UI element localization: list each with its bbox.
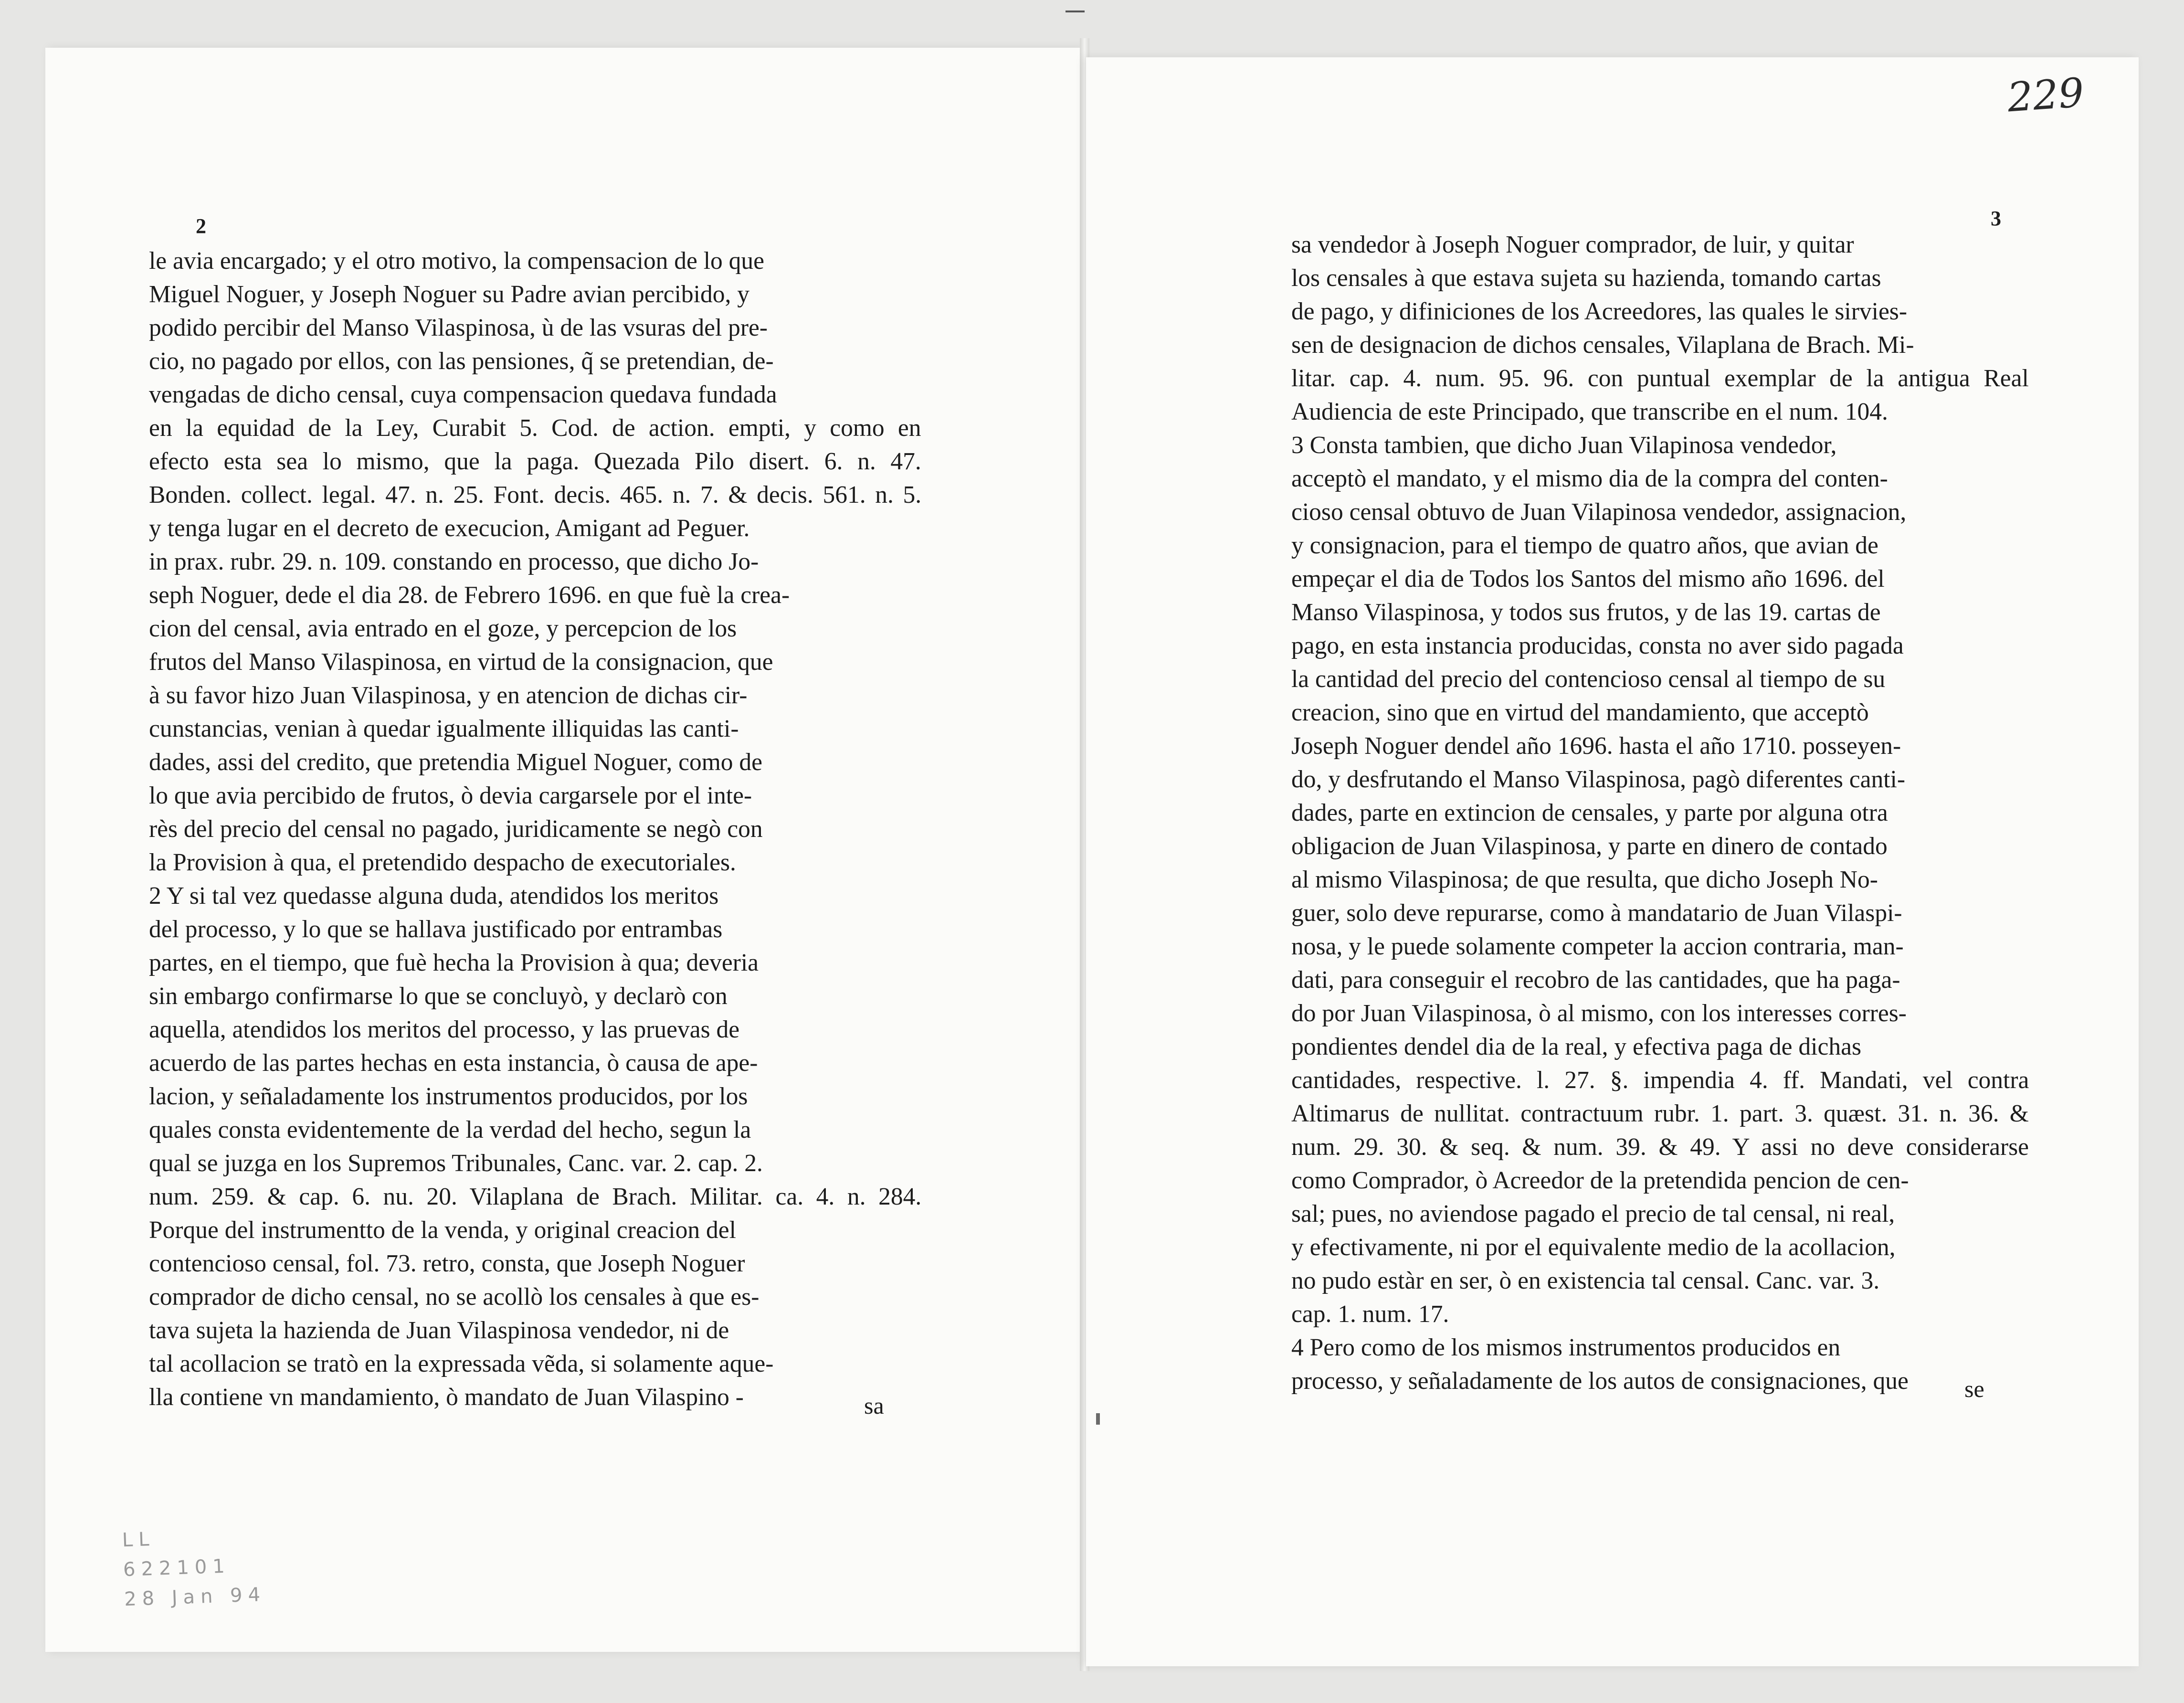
text-line: litar. cap. 4. num. 95. 96. con puntual exemplar de la antigua Real xyxy=(1291,365,2029,392)
text-line: cap. 1. num. 17. xyxy=(1291,1301,1449,1328)
text-line: cion del censal, avia entrado en el goze, y percepcion de los xyxy=(149,615,737,642)
text-line: in prax. rubr. 29. n. 109. constando en processo, que dicho Jo- xyxy=(149,548,759,575)
handwritten-folio-number: 229 xyxy=(2005,69,2086,121)
left-page-number: 2 xyxy=(196,214,206,238)
text-line: podido percibir del Manso Vilaspinosa, ù de las vsuras del pre- xyxy=(149,314,768,341)
text-line: pago, en esta instancia producidas, consta no aver sido pagada xyxy=(1291,632,1904,659)
text-line: como Comprador, ò Acreedor de la pretendida pencion de cen- xyxy=(1291,1167,1909,1194)
text-line: 4 Pero como de los mismos instrumentos producidos en xyxy=(1291,1334,1841,1361)
text-line: comprador de dicho censal, no se acollò los censales à que es- xyxy=(149,1283,760,1311)
library-accession-mark xyxy=(122,1521,266,1614)
text-line: contencioso censal, fol. 73. retro, consta, que Joseph Noguer xyxy=(149,1250,745,1277)
text-line: dades, assi del credito, que pretendia Miguel Noguer, como de xyxy=(149,749,763,776)
text-line: sen de designacion de dichos censales, Vilaplana de Brach. Mi- xyxy=(1291,331,1914,359)
text-line: rès del precio del censal no pagado, juridicamente se negò con xyxy=(149,815,763,843)
text-line: cunstancias, venian à quedar igualmente illiquidas las canti- xyxy=(149,715,739,742)
text-line: qual se juzga en los Supremos Tribunales, Canc. var. 2. cap. 2. xyxy=(149,1150,763,1177)
text-line: processo, y señaladamente de los autos de consignaciones, que xyxy=(1291,1367,1909,1395)
left-catchword: sa xyxy=(864,1392,884,1419)
text-line: num. 29. 30. & seq. & num. 39. & 49. Y assi no deve considerarse xyxy=(1291,1133,2029,1161)
text-line: Audiencia de este Principado, que transcribe en el num. 104. xyxy=(1291,398,1888,425)
text-line: Altimarus de nullitat. contractuum rubr. 1. part. 3. quæst. 31. n. 36. & xyxy=(1291,1100,2029,1127)
text-line: guer, solo deve repurarse, como à mandatario de Juan Vilaspi- xyxy=(1291,899,1902,927)
top-mark xyxy=(1066,11,1085,12)
text-line: la Provision à qua, el pretendido despacho de executoriales. xyxy=(149,849,736,876)
text-line: à su favor hizo Juan Vilaspinosa, y en atencion de dichas cir- xyxy=(149,682,748,709)
library-mark-line: LL xyxy=(122,1528,156,1552)
text-line: cioso censal obtuvo de Juan Vilapinosa vendedor, assignacion, xyxy=(1291,498,1907,526)
text-line: de pago, y difiniciones de los Acreedores, las quales le sirvies- xyxy=(1291,298,1907,325)
text-line: lo que avia percibido de frutos, ò devia cargarsele por el inte- xyxy=(149,782,752,809)
text-line: la cantidad del precio del contencioso censal al tiempo de su xyxy=(1291,666,1886,693)
text-line: nosa, y le puede solamente competer la accion contraria, man- xyxy=(1291,933,1904,960)
text-line: le avia encargado; y el otro motivo, la compensacion de lo que xyxy=(149,247,764,275)
text-line: Bonden. collect. legal. 47. n. 25. Font. decis. 465. n. 7. & decis. 561. n. 5. xyxy=(149,481,921,508)
text-line: acuerdo de las partes hechas en esta instancia, ò causa de ape- xyxy=(149,1049,758,1077)
text-line: aquella, atendidos los meritos del processo, y las pruevas de xyxy=(149,1016,740,1043)
text-line: sal; pues, no aviendose pagado el precio de tal censal, ni real, xyxy=(1291,1200,1895,1227)
text-line: sa vendedor à Joseph Noguer comprador, de luir, y quitar xyxy=(1291,231,1854,258)
text-line: y efectivamente, ni por el equivalente medio de la acollacion, xyxy=(1291,1234,1896,1261)
text-line: frutos del Manso Vilaspinosa, en virtud de la consignacion, que xyxy=(149,648,773,676)
text-line: do, y desfrutando el Manso Vilaspinosa, pagò diferentes canti- xyxy=(1291,766,1905,793)
text-line: quales consta evidentemente de la verdad del hecho, segun la xyxy=(149,1116,751,1143)
text-line: creacion, sino que en virtud del mandamiento, que acceptò xyxy=(1291,699,1869,726)
text-line: vengadas de dicho censal, cuya compensacion quedava fundada xyxy=(149,381,777,408)
text-line: pondientes dendel dia de la real, y efectiva paga de dichas xyxy=(1291,1033,1861,1060)
text-line: al mismo Vilaspinosa; de que resulta, que dicho Joseph No- xyxy=(1291,866,1878,893)
text-line: num. 259. & cap. 6. nu. 20. Vilaplana de Brach. Militar. ca. 4. n. 284. xyxy=(149,1183,921,1210)
text-line: efecto esta sea lo mismo, que la paga. Quezada Pilo disert. 6. n. 47. xyxy=(149,448,921,475)
library-mark-line: 622101 xyxy=(123,1555,231,1581)
text-line: 2 Y si tal vez quedasse alguna duda, atendidos los meritos xyxy=(149,882,719,910)
right-catchword: se xyxy=(1964,1375,1984,1402)
text-line: Manso Vilaspinosa, y todos sus frutos, y de las 19. cartas de xyxy=(1291,599,1881,626)
text-line: 3 Consta tambien, que dicho Juan Vilapinosa vendedor, xyxy=(1291,432,1837,459)
text-line: sin embargo confirmarse lo que se concluyò, y declarò con xyxy=(149,983,728,1010)
text-line: seph Noguer, dede el dia 28. de Febrero 1696. en que fuè la crea- xyxy=(149,582,790,609)
text-line: dades, parte en extincion de censales, y parte por alguna otra xyxy=(1291,799,1888,826)
text-line: y consignacion, para el tiempo de quatro años, que avian de xyxy=(1291,532,1878,559)
text-line: tal acollacion se tratò en la expressada vẽda, si solamente aque- xyxy=(149,1350,774,1377)
text-line: acceptò el mandato, y el mismo dia de la compra del conten- xyxy=(1291,465,1888,492)
text-line: lla contiene vn mandamiento, ò mandato de Juan Vilaspino - xyxy=(149,1384,744,1411)
text-line: cantidades, respective. l. 27. §. impendia 4. ff. Mandati, vel contra xyxy=(1291,1067,2029,1094)
text-line: lacion, y señaladamente los instrumentos producidos, por los xyxy=(149,1083,748,1110)
text-line: del processo, y lo que se hallava justificado por entrambas xyxy=(149,916,723,943)
text-line: empeçar el dia de Todos los Santos del mismo año 1696. del xyxy=(1291,565,1885,592)
text-line: dati, para conseguir el recobro de las cantidades, que ha paga- xyxy=(1291,966,1900,994)
text-line: Porque del instrumentto de la venda, y original creacion del xyxy=(149,1216,736,1244)
ink-mark xyxy=(1096,1413,1100,1425)
text-line: obligacion de Juan Vilaspinosa, y parte en dinero de contado xyxy=(1291,833,1888,860)
text-line: tava sujeta la hazienda de Juan Vilaspinosa vendedor, ni de xyxy=(149,1317,729,1344)
right-page-number: 3 xyxy=(1991,207,2001,230)
text-line: partes, en el tiempo, que fuè hecha la Provision à qua; deveria xyxy=(149,949,759,976)
library-mark-line: 28 Jan 94 xyxy=(124,1583,266,1611)
text-line: cio, no pagado por ellos, con las pensiones, q̃ se pretendian, de- xyxy=(149,348,774,375)
left-page-text xyxy=(149,244,921,1414)
right-page-text xyxy=(1291,228,2029,1398)
text-line: no pudo estàr en ser, ò en existencia tal censal. Canc. var. 3. xyxy=(1291,1267,1880,1294)
text-line: los censales à que estava sujeta su hazienda, tomando cartas xyxy=(1291,264,1881,292)
text-line: Joseph Noguer dendel año 1696. hasta el año 1710. posseyen- xyxy=(1291,732,1901,760)
text-line: y tenga lugar en el decreto de execucion, Amigant ad Peguer. xyxy=(149,515,750,542)
text-line: Miguel Noguer, y Joseph Noguer su Padre avian percibido, y xyxy=(149,281,749,308)
text-line: en la equidad de la Ley, Curabit 5. Cod. de action. empti, y como en xyxy=(149,414,921,442)
text-line: do por Juan Vilaspinosa, ò al mismo, con los interesses corres- xyxy=(1291,1000,1907,1027)
